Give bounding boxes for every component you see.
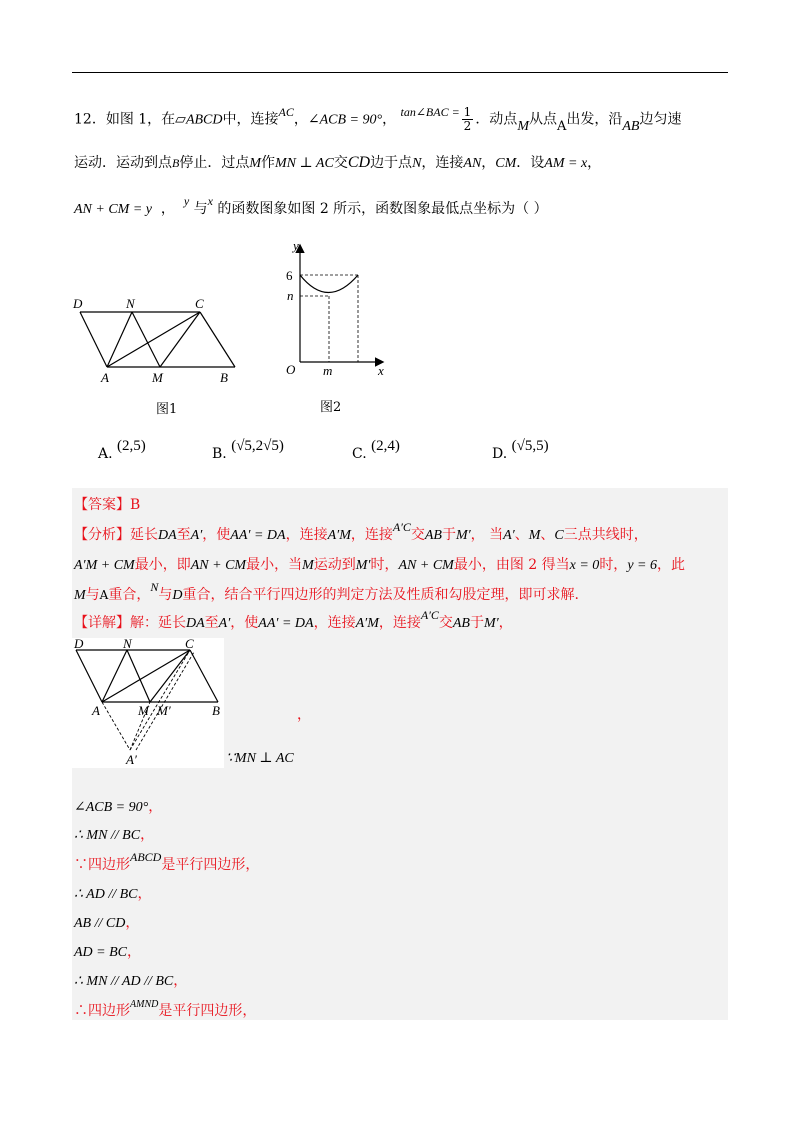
figure-3-construction — [72, 638, 224, 768]
function-curve — [300, 275, 358, 293]
label-m: M — [152, 370, 163, 385]
answer-value: B — [130, 497, 141, 513]
figure-2-function-graph — [270, 238, 395, 383]
analysis-line-2: A′M + CM最小，即AN + CM最小，当M运动到M′时，AN + CM最小，由图 2 得当x = 0时，y = 6，此 — [74, 557, 685, 573]
label-c: C — [195, 296, 204, 311]
edge-ad — [80, 312, 107, 367]
label-c: C — [185, 638, 194, 651]
segment-an — [107, 312, 132, 367]
answer-line: 【答案】B — [74, 497, 141, 513]
label-n: n — [287, 288, 294, 303]
label-a: A — [101, 370, 109, 385]
segment-nm — [132, 312, 160, 367]
step-3: ∵四边形ABCD是平行四边形， — [74, 850, 260, 873]
analysis-line-1: 【分析】延长DA至A′，使AA′ = DA，连接A′M，连接A′C交AB于M′， 当A′、M、C三点共线时， — [74, 520, 648, 543]
step-7: ∴ MN // AD // BC， — [74, 973, 188, 989]
step-5: AB // CD， — [74, 915, 140, 931]
segment-mc — [160, 312, 200, 367]
label-m: M — [138, 703, 149, 718]
label-a-prime: A′ — [126, 752, 137, 767]
label-m-prime: M′ — [157, 703, 171, 718]
step-2: ∴ MN // BC， — [74, 827, 155, 843]
header-rule — [72, 72, 728, 73]
label-n: N — [123, 638, 132, 651]
step-8: ∴四边形$^{AMND}$是平行四边形， — [74, 999, 257, 1019]
fraction-one-half: $\frac{1}{2}$ — [463, 105, 472, 133]
label-x: x — [378, 363, 384, 378]
option-b[interactable]: B. (√5,2√5) — [212, 438, 284, 462]
edge-cb — [200, 312, 235, 367]
figure-1-parallelogram — [60, 290, 260, 390]
detail-line: 【详解】解：延长DA至A′，使AA′ = DA，连接A′M，连接A′C交AB于M′， — [74, 608, 513, 631]
label-b: B — [220, 370, 228, 385]
question-line-3: AN + CM = y ， y 与x 的函数图象如图 2 所示，函数图象最低点坐标为（ ） — [74, 194, 548, 217]
label-origin: O — [286, 362, 296, 377]
label-n: N — [126, 296, 135, 311]
step-6: AD = BC， — [74, 944, 141, 960]
label-y: y — [293, 238, 299, 253]
parallelogram-abcd: ▱ABCD — [175, 112, 223, 128]
because-perp: ∵MN ⊥ AC — [226, 751, 294, 766]
segment-ac — [107, 312, 200, 367]
question-line-1: 12．如图 1，在▱ABCD中，连接AC，∠ACB = 90°， tan∠BAC = $\frac{1}{2}$ ．动点M从点A出发，沿AB边匀速 — [74, 104, 682, 134]
label-d: D — [74, 638, 84, 651]
step-4: ∴ AD // BC， — [74, 886, 152, 902]
label-6: 6 — [286, 268, 293, 283]
label-m: m — [323, 363, 333, 378]
label-d: D — [73, 296, 83, 311]
question-line-2: 运动．运动到点B停止．过点M作MN ⊥ AC交CD边于点N，连接AN，CM．设AM = x， — [74, 154, 602, 171]
analysis-line-3: M与A重合，N与D重合，结合平行四边形的判定方法及性质和勾股定理，即可求解. — [74, 580, 579, 603]
option-a[interactable]: A. (2,5) — [98, 438, 146, 462]
figure-1-caption: 图1 — [156, 402, 178, 417]
option-c[interactable]: C. (2,4) — [352, 438, 400, 462]
step-1: ∠ACB = 90°， — [74, 799, 163, 815]
label-a: A — [92, 703, 100, 718]
option-d[interactable]: D. (√5,5) — [492, 438, 549, 462]
label-b: B — [212, 703, 220, 718]
detail-figure-comma: ， — [297, 707, 311, 723]
figure-2-caption: 图2 — [320, 400, 342, 415]
